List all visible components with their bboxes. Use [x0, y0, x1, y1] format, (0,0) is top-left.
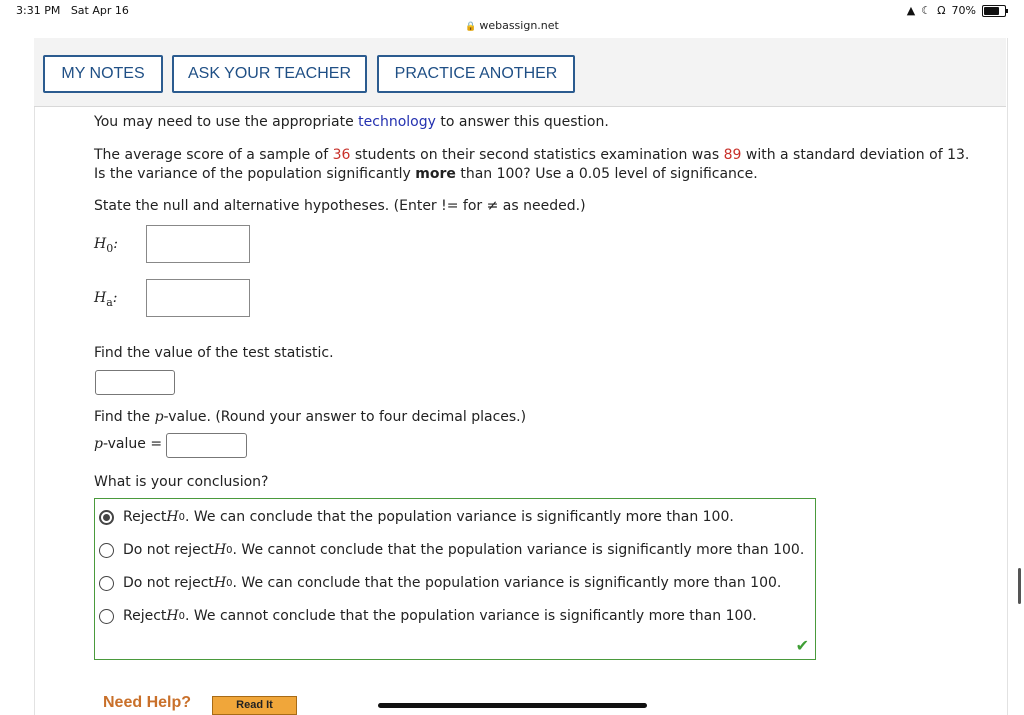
battery-icon [982, 5, 1006, 17]
status-time: 3:31 PM Sat Apr 16 [16, 4, 129, 17]
my-notes-button[interactable]: MY NOTES [43, 55, 163, 93]
wifi-icon: ▲ [906, 4, 916, 17]
conclusion-choices [94, 498, 816, 660]
battery-fill [984, 7, 999, 15]
question-toolbar [34, 38, 1006, 107]
status-bar [0, 0, 1024, 38]
url-text: webassign.net [479, 19, 559, 32]
pvalue-prompt: Find the p-value. (Round your answer to four decimal places.) [94, 409, 527, 425]
pvalue-input[interactable] [166, 433, 247, 458]
choice-not-reject-can[interactable]: Do not reject H 0 . We can conclude that the population variance is significantly more than 100. [99, 573, 781, 593]
battery-percent: 70% [951, 4, 976, 17]
sample-mean: 89 [723, 147, 742, 163]
conclusion-prompt: What is your conclusion? [94, 474, 269, 490]
radio-button[interactable] [99, 609, 114, 624]
ha-label: $H_a$: [94, 290, 118, 309]
home-indicator[interactable] [378, 703, 647, 708]
h0-input[interactable] [146, 225, 250, 263]
radio-button[interactable] [99, 543, 114, 558]
choice-not-reject-cannot[interactable]: Do not reject H 0 . We cannot conclude that the population variance is significantly more than 100. [99, 540, 804, 560]
address-bar[interactable] [0, 19, 1024, 32]
read-it-button[interactable]: Read It [212, 696, 297, 715]
choice-reject-cannot[interactable]: Reject H 0 . We cannot conclude that the population variance is significantly more than 100. [99, 606, 757, 626]
test-statistic-input[interactable] [95, 370, 175, 395]
h0-label: $H_0$: [94, 236, 118, 255]
sample-size: 36 [332, 147, 351, 163]
scrollbar[interactable] [1018, 568, 1021, 604]
question-intro: You may need to use the appropriate technology to answer this question. [94, 114, 609, 130]
test-statistic-prompt: Find the value of the test statistic. [94, 345, 334, 361]
radio-button[interactable] [99, 510, 114, 525]
hypotheses-prompt: State the null and alternative hypotheses. (Enter != for ≠ as needed.) [94, 198, 586, 214]
correct-check-icon: ✔ [795, 636, 809, 655]
ha-input[interactable] [146, 279, 250, 317]
practice-another-button[interactable]: PRACTICE ANOTHER [377, 55, 575, 93]
need-help-label: Need Help? [103, 694, 192, 711]
technology-link[interactable]: technology [358, 114, 436, 130]
choice-reject-can[interactable]: Reject H 0 . We can conclude that the population variance is significantly more than 100. [99, 507, 734, 527]
pvalue-label: p-value = [94, 436, 163, 452]
lock-icon: 🔒 [465, 22, 477, 32]
headphones-icon: Ω [937, 4, 946, 17]
question-text: The average score of a sample of 36 students on their second statistics examination was 89 with a standard deviation of 13. Is the variance of the population significantly more than 100? Use a 0.05 level of significance. [94, 147, 970, 182]
moon-icon: ☾ [921, 4, 932, 17]
ask-teacher-button[interactable]: ASK YOUR TEACHER [172, 55, 367, 93]
radio-button[interactable] [99, 576, 114, 591]
status-indicators [907, 4, 1006, 17]
